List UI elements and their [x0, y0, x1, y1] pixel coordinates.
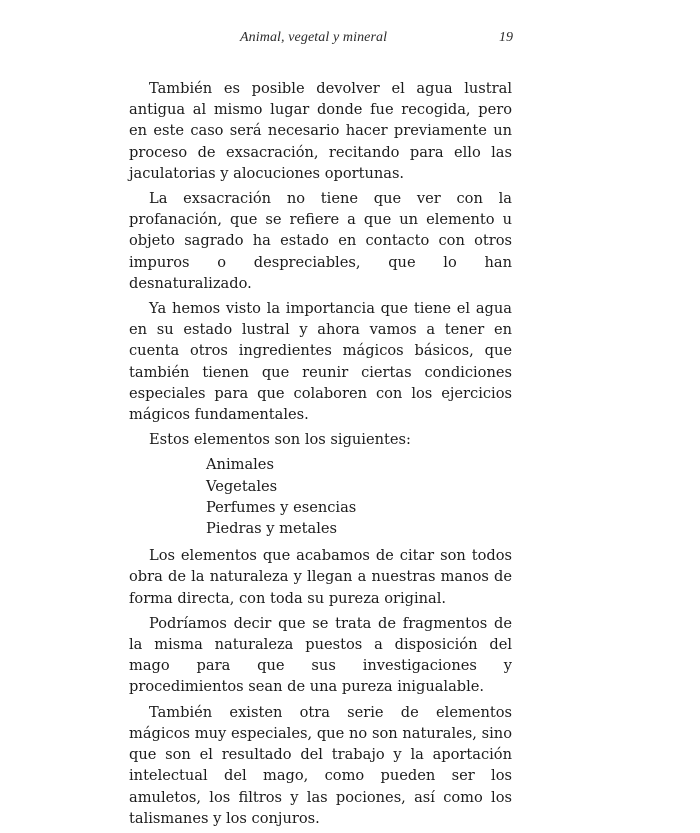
paragraph-agua-lustral: También es posible devolver el agua lustral antigua al mismo lugar donde fue recogida, pero en este caso será necesario hacer previamente un proceso de exsacración, recitando para ello las jaculatorias y alocuciones oportunas. [129, 80, 512, 182]
paragraph-elementos-especiales: También existen otra serie de elementos mágicos muy especiales, que no son naturales, sino que son el resultado del trabajo y la aportación intelectual del mago, como pueden ser los amuletos, los filtros y las pociones, así como los talismanes y los conjuros. [129, 703, 512, 827]
paragraph-list-intro: Estos elementos son los siguientes: [149, 431, 411, 449]
paragraph-fragmentos: Podríamos decir que se trata de fragmentos de la misma naturaleza puestos a disposición del mago para que sus investigaciones y procedimientos sean de una pureza inigualable. [129, 614, 512, 696]
list-item: Perfumes y esencias [206, 498, 357, 516]
list-item: Vegetales [206, 477, 278, 495]
body-text [129, 78, 512, 833]
elements-list [206, 454, 512, 539]
page-number: 19 [499, 30, 513, 45]
list-item: Piedras y metales [206, 520, 337, 538]
list-item: Animales [206, 456, 274, 474]
running-head-title: Animal, vegetal y mineral [240, 30, 388, 45]
paragraph-naturaleza: Los elementos que acabamos de citar son todos obra de la naturaleza y llegan a nuestras manos de forma directa, con toda su pureza original. [129, 547, 512, 607]
paragraph-exsacracion: La exsacración no tiene que ver con la profanación, que se refiere a que un elemento u objeto sagrado ha estado en contacto con otros impuros o despreciables, que lo han desnaturalizado. [129, 190, 512, 292]
paragraph-ingredientes: Ya hemos visto la importancia que tiene el agua en su estado lustral y ahora vamos a tener en cuenta otros ingredientes mágicos básicos, que también tienen que reunir ciertas condiciones especiales para que colaboren con los ejercicios mágicos fundamentales. [129, 300, 512, 424]
